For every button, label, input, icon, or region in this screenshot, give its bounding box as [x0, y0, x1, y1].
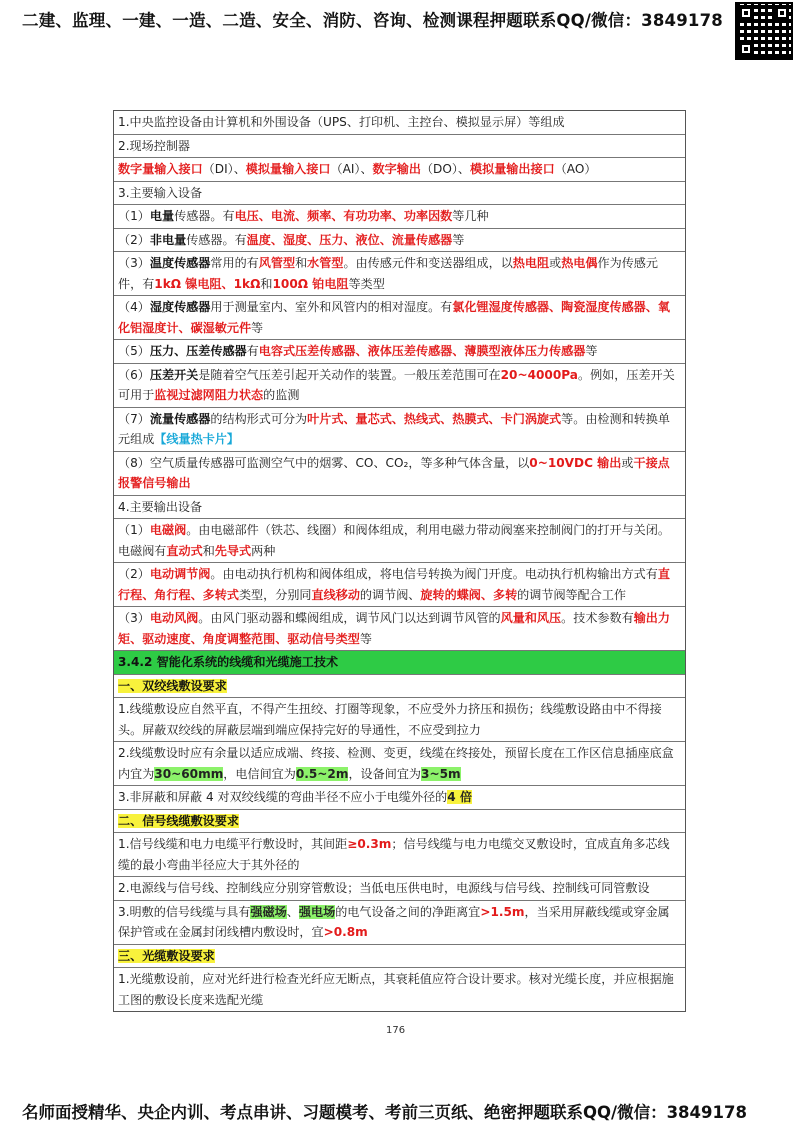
bold-term: 压力、压差传感器 [149, 344, 247, 358]
row-text: 3.明敷的信号线缆与具有 [118, 904, 251, 919]
row-text: （7） [118, 411, 150, 426]
row-text: ；信号线缆与电力电缆交叉敷设时，宜成直角多芯线缆的最小弯曲半径应大于其外径的 [118, 837, 670, 872]
row-text: 等。由检测和转换单元组成 [118, 411, 670, 446]
row-text: 或 [621, 455, 634, 470]
table-row [114, 158, 685, 182]
highlighted-value: 强磁场 [250, 904, 287, 919]
memory-tip: 【线量热卡片】 [154, 432, 239, 446]
subsection-heading [114, 945, 685, 969]
highlighted-value: 强电场 [298, 904, 336, 919]
subsection-heading [114, 810, 685, 834]
row-text: （DI）、 [202, 162, 246, 176]
table-row [114, 833, 685, 877]
key-term: 数字输出 [372, 162, 421, 176]
table-row [114, 340, 685, 364]
key-term: >0.8m [323, 925, 368, 939]
row-text: 两种 [251, 543, 276, 558]
key-term: 先导式 [214, 543, 252, 558]
row-text: （1） [118, 523, 150, 537]
table-row [114, 111, 685, 135]
top-contact-banner: 二建、监理、一建、一造、二造、安全、消防、咨询、检测课程押题联系QQ/微信：3849178 [22, 11, 723, 30]
qr-finder-pattern [739, 6, 753, 20]
row-text: 或 [549, 256, 562, 270]
key-term: 旋转的蝶阀、多转 [420, 587, 518, 602]
row-text: （2） [118, 232, 150, 247]
key-term: 热电偶 [561, 256, 598, 270]
row-text: 作为传感元件，有 [118, 256, 658, 291]
table-row [114, 563, 685, 607]
key-term: 数字量输入接口 [118, 162, 203, 176]
table-row [114, 408, 685, 452]
row-text: （AI）、 [330, 162, 373, 176]
row-text: 。由电磁部件（铁芯、线圈）和阀体组成，利用电磁力带动阀塞来控制阀门的打开与关闭。电磁阀有 [118, 523, 670, 558]
key-term: 干接点报警信号输出 [118, 455, 670, 490]
row-text: 等 [585, 344, 598, 358]
row-text: （AO） [554, 162, 597, 176]
row-text: 1.线缆敷设应自然平直，不得产生扭绞、打圈等现象，不应受外力挤压和损伤；线缆敷设路由中不得接头。屏蔽双绞线的屏蔽层端到端应保持完好的导通性，不应受到拉力 [118, 702, 662, 737]
qr-finder-pattern [739, 42, 753, 56]
row-text: 1.中央监控设备由计算机和外围设备（UPS、打印机、主控台、模拟显示屏）等组成 [118, 115, 565, 129]
row-text: （5） [118, 344, 150, 358]
key-term: 直线移动 [311, 587, 360, 602]
subsection-title: 二、信号线缆敷设要求 [118, 813, 239, 828]
row-text: 。由传感元件和变送器组成，以 [343, 256, 513, 270]
row-text: 3.非屏蔽和屏蔽 4 对双绞线缆的弯曲半径不应小于电缆外径的 [118, 790, 448, 804]
row-text: 2.线缆敷设时应有余量以适应成端、终接、检测、变更，线缆在终接处，预留长度在工作区信息插座底盒内宜为 [118, 746, 674, 781]
row-text: 等类型 [348, 276, 385, 291]
table-row [114, 877, 685, 901]
key-term: ≥0.3m [347, 837, 392, 851]
key-term: 氯化锂湿度传感器、陶瓷湿度传感器、氧化铝湿度计、碳湿敏元件 [118, 300, 670, 335]
key-term: 热电阻 [512, 256, 550, 270]
bold-term: 压差开关 [149, 367, 199, 382]
key-term: 模拟量输入接口 [245, 162, 331, 176]
row-text: 等几种 [452, 209, 489, 223]
row-text: 2.电源线与信号线、控制线应分别穿管敷设；当低电压供电时，电源线与信号线、控制线可同管敷设 [118, 881, 650, 895]
row-text: 有 [246, 344, 259, 358]
subsection-heading [114, 675, 685, 699]
key-term: 输出力矩、驱动速度、角度调整范围、驱动信号类型 [118, 611, 670, 646]
bold-term: 温度传感器 [149, 256, 211, 270]
key-term: 电磁阀 [149, 523, 187, 537]
row-text: 类型，分别同 [238, 587, 312, 602]
row-text: （8）空气质量传感器可监测空气中的烟雾、CO、CO₂，等多种气体含量，以 [118, 455, 530, 470]
key-term: 1kΩ 镍电阻、1kΩ [154, 276, 261, 291]
highlighted-value: 30~60mm [154, 766, 224, 781]
key-term: 水管型 [307, 256, 344, 270]
subsection-title: 一、双绞线敷设要求 [118, 678, 227, 693]
row-text: 的结构形式可分为 [210, 411, 308, 426]
table-row [114, 901, 685, 945]
qr-finder-pattern [775, 6, 789, 20]
table-row [114, 786, 685, 810]
row-text: 2.现场控制器 [118, 138, 191, 153]
row-text: （6） [118, 367, 150, 382]
row-text: 是随着空气压差引起开关动作的装置。一般压差范围可在 [198, 367, 501, 382]
table-row [114, 205, 685, 229]
row-text: 1.光缆敷设前，应对光纤进行检查光纤应无断点，其衰耗值应符合设计要求。核对光缆长度，并应根据施工图的敷设长度来选配光缆 [118, 972, 674, 1007]
bold-term: 流量传感器 [149, 411, 211, 426]
section-heading [114, 651, 685, 675]
row-text: 传感器。有 [186, 232, 247, 247]
row-text: ，当采用屏蔽线缆或穿金属保护管或在金属封闭线槽内敷设时，宜 [118, 904, 670, 939]
table-row [114, 364, 685, 408]
row-text: 的监测 [263, 388, 300, 402]
page-number: 176 [386, 1025, 406, 1036]
key-term: 电压、电流、频率、有功功率、功率因数 [234, 209, 453, 223]
row-text: 常用的有 [210, 256, 259, 270]
key-term: 20~4000Pa [500, 367, 578, 382]
row-text: 。例如，压差开关可用于 [118, 367, 675, 402]
row-text: （4） [118, 300, 150, 314]
section-title: 3.4.2 智能化系统的线缆和光缆施工技术 [118, 655, 339, 669]
row-text: 和 [295, 256, 308, 270]
subsection-title: 三、光缆敷设要求 [118, 948, 215, 963]
row-text: 。由风门驱动器和蝶阀组成，调节风门以达到调节风管的 [198, 611, 501, 625]
table-row [114, 452, 685, 496]
key-term: 100Ω 铂电阻 [272, 276, 349, 291]
bold-term: 湿度传感器 [149, 300, 211, 314]
key-term: 直行程、角行程、多转式 [118, 567, 670, 602]
row-text: 的调节阀、 [359, 587, 421, 602]
key-term: 电动调节阀 [149, 567, 211, 581]
row-text: ，电信间宜为 [223, 766, 296, 781]
key-term: 直动式 [166, 543, 203, 558]
key-term: 电容式压差传感器、液体压差传感器、薄膜型液体压力传感器 [258, 344, 586, 358]
key-term: >1.5m [480, 904, 525, 919]
row-text: 的电气设备之间的净距离宜 [335, 904, 481, 919]
row-text: 的调节阀等配合工作 [517, 587, 627, 602]
highlighted-value: 0.5~2m [295, 766, 349, 781]
key-term: 温度、湿度、压力、液位、流量传感器 [246, 232, 453, 247]
row-text: （3） [118, 611, 150, 625]
key-term: 风量和风压 [500, 611, 562, 625]
table-row [114, 519, 685, 563]
key-term: 电动风阀 [149, 611, 199, 625]
table-row [114, 135, 685, 159]
bold-term: 非电量 [149, 232, 187, 247]
row-text: 3.主要输入设备 [118, 185, 203, 200]
row-text: ，设备间宜为 [348, 766, 422, 781]
row-text: 等 [251, 320, 264, 335]
row-text: （2） [118, 567, 150, 581]
table-row [114, 296, 685, 340]
bold-term: 电量 [149, 209, 175, 223]
row-text: 等 [452, 232, 465, 247]
row-text: 1.信号线缆和电力电缆平行敷设时，其间距 [118, 837, 348, 851]
bottom-contact-banner: 名师面授精华、央企内训、考点串讲、习题模考、考前三页纸、绝密押题联系QQ/微信：3849178 [22, 1103, 747, 1122]
row-text: （1） [118, 209, 150, 223]
key-term: 风管型 [258, 256, 296, 270]
row-text: 。由电动执行机构和阀体组成，将电信号转换为阀门开度。电动执行机构输出方式有 [210, 567, 658, 581]
table-row [114, 968, 685, 1011]
row-text: 4.主要输出设备 [118, 499, 203, 514]
row-text: （DO）、 [420, 162, 471, 176]
row-text: 和 [202, 543, 215, 558]
row-text: 和 [260, 276, 273, 291]
highlighted-value: 4 倍 [447, 790, 473, 804]
key-term: 监视过滤网阻力状态 [154, 388, 264, 402]
row-text: 。技术参数有 [561, 611, 634, 625]
key-term: 0~10VDC 输出 [529, 455, 622, 470]
key-term: 模拟量输出接口 [470, 162, 555, 176]
row-text: 等 [359, 631, 372, 646]
table-row [114, 182, 685, 206]
row-text: 用于测量室内、室外和风管内的相对湿度。有 [210, 300, 453, 314]
highlighted-value: 3~5m [421, 766, 461, 781]
table-row [114, 698, 685, 742]
notes-table [113, 110, 686, 1012]
table-row [114, 496, 685, 520]
key-term: 叶片式、量芯式、热线式、热膜式、卡门涡旋式 [307, 411, 562, 426]
row-text: 传感器。有 [174, 209, 235, 223]
row-text: （3） [118, 256, 150, 270]
table-row [114, 607, 685, 651]
qr-code-image [735, 2, 793, 60]
table-row [114, 229, 685, 253]
table-row [114, 742, 685, 786]
row-text: 、 [286, 904, 299, 919]
table-row [114, 252, 685, 296]
